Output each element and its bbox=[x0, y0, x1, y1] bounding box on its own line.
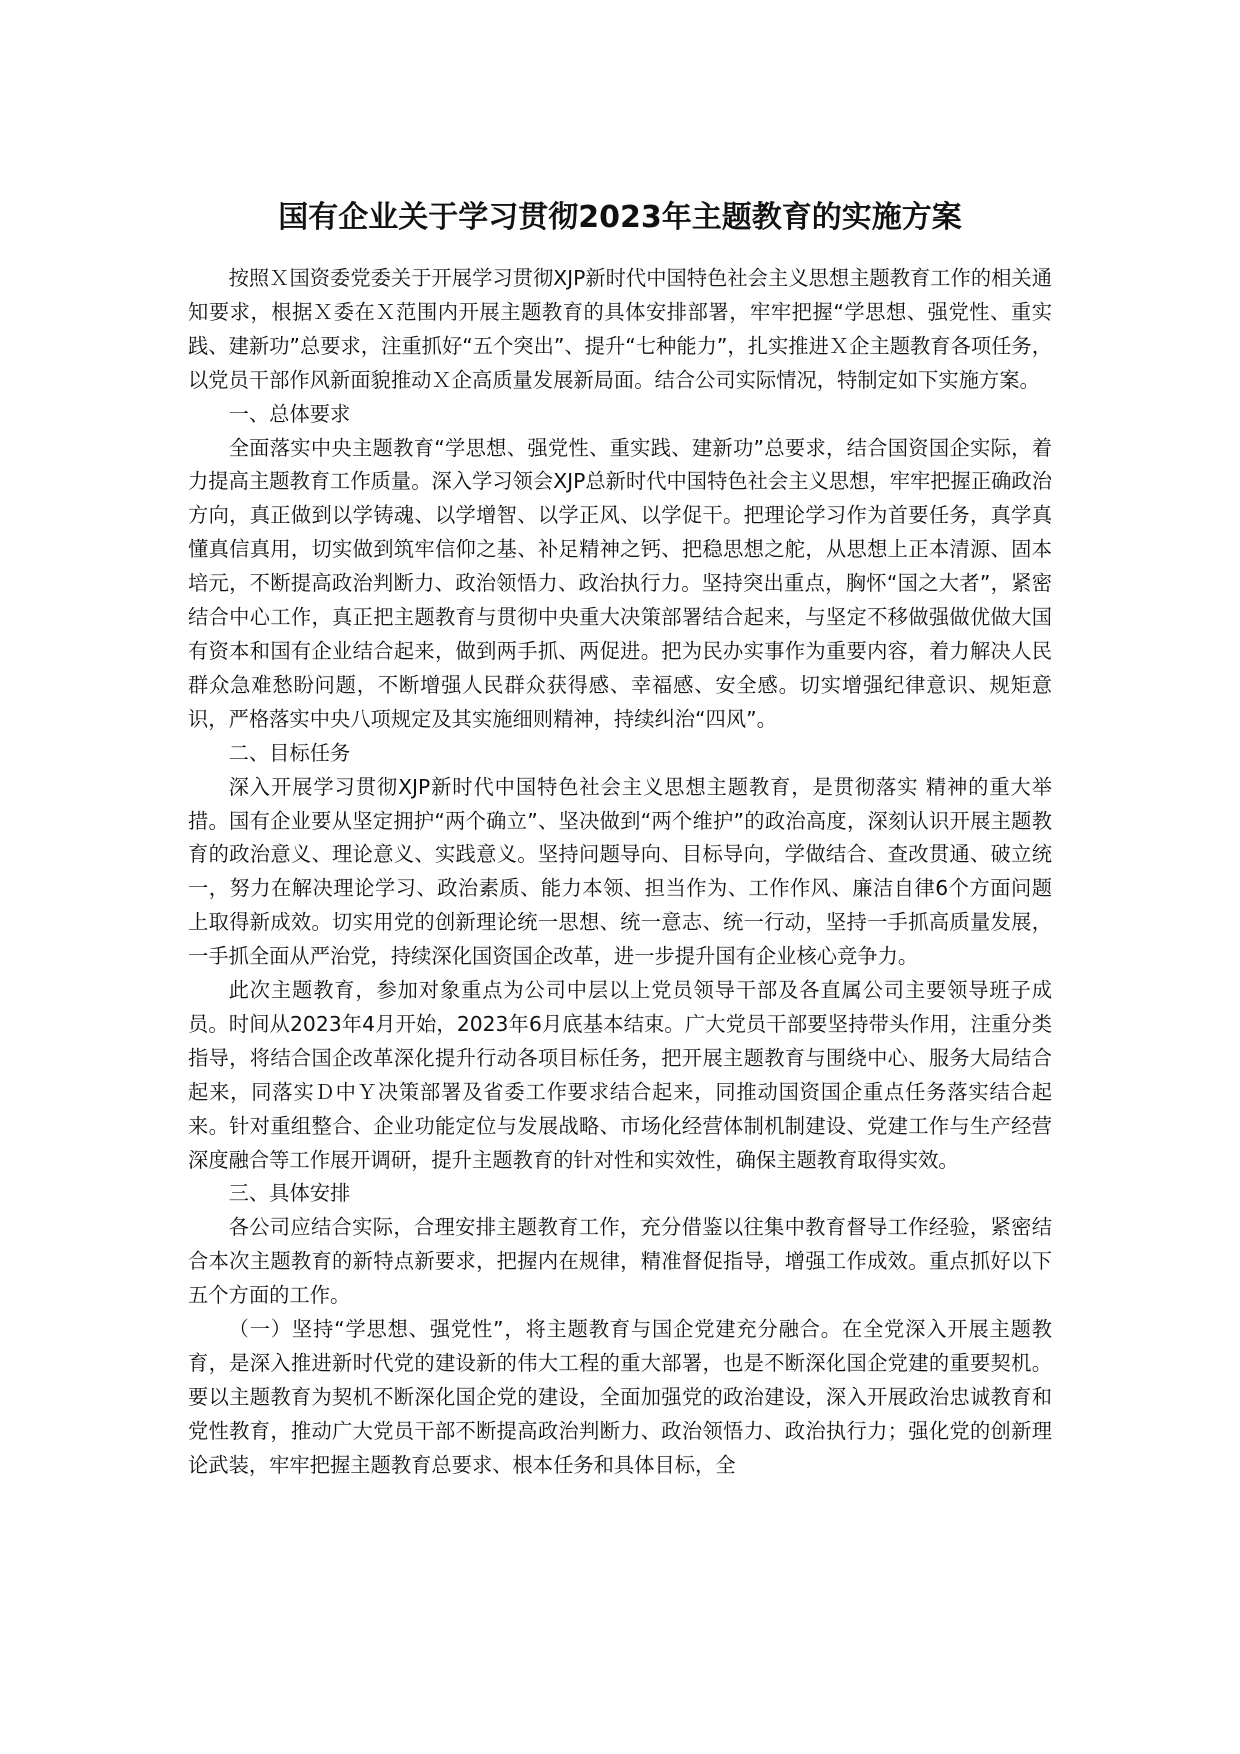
section-heading-3: 三、具体安排 bbox=[228, 1181, 351, 1206]
section-heading-1: 一、总体要求 bbox=[228, 401, 351, 426]
paragraph-goals: 深入开展学习贯彻XJP新时代中国特色社会主义思想主题教育，是贯彻落实 精神的重大举措。国有企业要从坚定拥护“两个确立”、坚决做到“两个维护”的政治高度，深刻认识开展主题教育的政治意义、理论意义、实践意义。坚持问题导向、目标导向，学做结合、查改贯通、破立统一，努力在解决理论学习、政治素质、能力本领、担当作为、工作作风、廉洁自律6个方面问题上取得新成效。切实用党的创新理论统一思想、统一意志、统一行动，坚持一手抓高质量发展，一手抓全面从严治党，持续深化国资国企改革，进一步提升国有企业核心竞争力。 bbox=[188, 774, 1052, 969]
paragraph-overall-requirements: 全面落实中央主题教育“学思想、强党性、重实践、建新功”总要求，结合国资国企实际，着力提高主题教育工作质量。深入学习领会XJP总新时代中国特色社会主义思想，牢牢把握正确政治方向，真正做到以学铸魂、以学增智、以学正风、以学促干。把理论学习作为首要任务，真学真懂真信真用，切实做到筑牢信仰之基、补足精神之钙、把稳思想之舵，从思想上正本清源、固本培元，不断提高政治判断力、政治领悟力、政治执行力。坚持突出重点，胸怀“国之大者”，紧密结合中心工作，真正把主题教育与贯彻中央重大决策部署结合起来，与坚定不移做强做优做大国有资本和国有企业结合起来，做到两手抓、两促进。把为民办实事作为重要内容，着力解决人民群众急难愁盼问题，不断增强人民群众获得感、幸福感、安全感。切实增强纪律意识、规矩意识，严格落实中央八项规定及其实施细则精神，持续纠治“四风”。 bbox=[188, 435, 1052, 731]
paragraph-arrangements: 各公司应结合实际，合理安排主题教育工作，充分借鉴以往集中教育督导工作经验，紧密结合本次主题教育的新特点新要求，把握内在规律，精准督促指导，增强工作成效。重点抓好以下五个方面的工作。 bbox=[188, 1215, 1052, 1308]
paragraph-item-1: （一）坚持“学思想、强党性”，将主题教育与国企党建充分融合。在全党深入开展主题教育，是深入推进新时代党的建设新的伟大工程的重大部署，也是不断深化国企党建的重要契机。要以主题教育为契机不断深化国企党的建设，全面加强党的政治建设，深入开展政治忠诚教育和党性教育，推动广大党员干部不断提高政治判断力、政治领悟力、政治执行力；强化党的创新理论武装，牢牢把握主题教育总要求、根本任务和具体目标，全 bbox=[188, 1317, 1052, 1477]
section-heading-2: 二、目标任务 bbox=[228, 740, 351, 765]
paragraph-participants: 此次主题教育，参加对象重点为公司中层以上党员领导干部及各直属公司主要领导班子成员。时间从2023年4月开始，2023年6月底基本结束。广大党员干部要坚持带头作用，注重分类指导，将结合国企改革深化提升行动各项目标任务，把开展主题教育与围绕中心、服务大局结合起来，同落实Ｄ中Ｙ决策部署及省委工作要求结合起来，同推动国资国企重点任务落实结合起来。针对重组整合、企业功能定位与发展战略、市场化经营体制机制建设、党建工作与生产经营深度融合等工作展开调研，提升主题教育的针对性和实效性，确保主题教育取得实效。 bbox=[188, 978, 1052, 1172]
document-body bbox=[188, 262, 1052, 1483]
paragraph-intro: 按照Ｘ国资委党委关于开展学习贯彻XJP新时代中国特色社会主义思想主题教育工作的相关通知要求，根据Ｘ委在Ｘ范围内开展主题教育的具体安排部署，牢牢把握“学思想、强党性、重实践、建新功”总要求，注重抓好“五个突出”、提升“七种能力”，扎实推进Ｘ企主题教育各项任务，以党员干部作风新面貌推动Ｘ企高质量发展新局面。结合公司实际情况，特制定如下实施方案。 bbox=[188, 266, 1052, 392]
document-title: 国有企业关于学习贯彻2023年主题教育的实施方案 bbox=[278, 200, 962, 235]
